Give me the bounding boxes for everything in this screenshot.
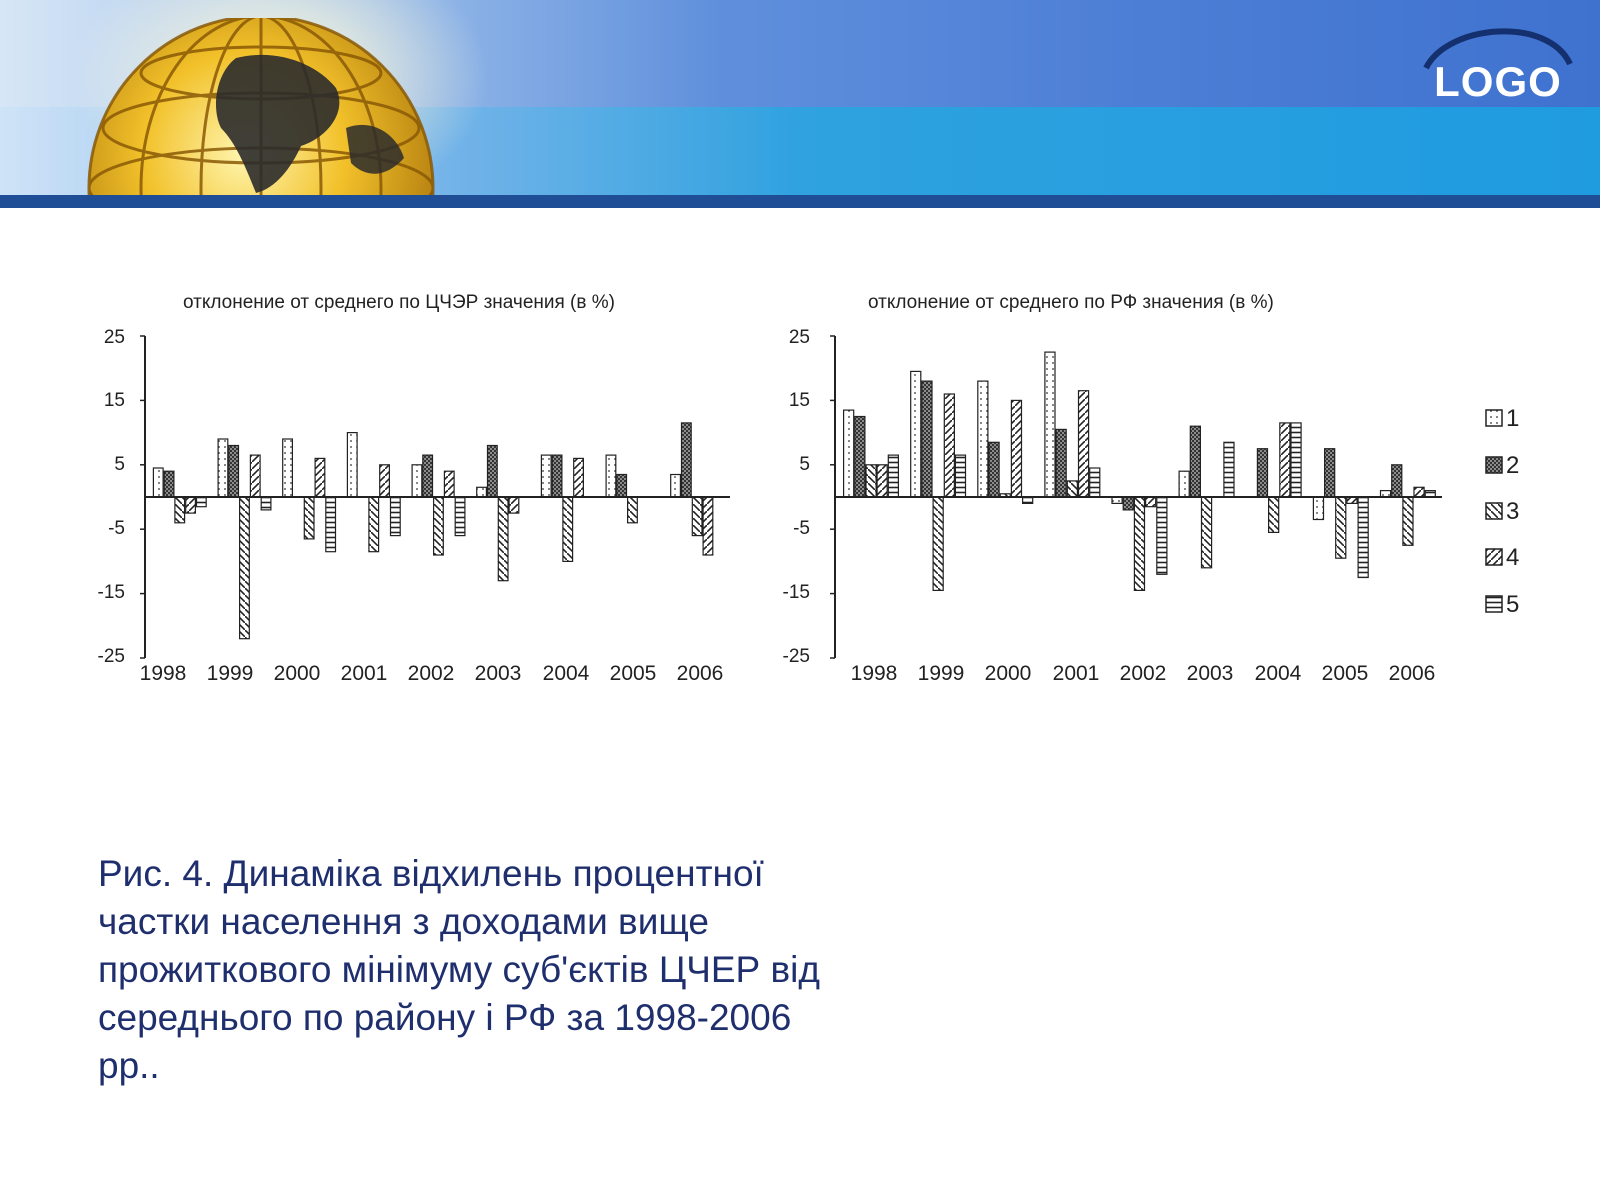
bar-rf-series-3-2001 [1067, 481, 1077, 497]
bar-rf-series-4-1999 [944, 394, 954, 497]
bar-cchr-series-5-1998 [197, 497, 207, 507]
bar-cchr-series-1-2001 [347, 433, 357, 497]
bar-cchr-series-3-2006 [692, 497, 702, 536]
bar-rf-series-3-2004 [1269, 497, 1279, 532]
bar-cchr-series-5-2002 [455, 497, 465, 536]
bar-cchr-series-1-2005 [606, 455, 616, 497]
chart-rf-ytick: -15 [782, 582, 810, 603]
bar-rf-series-5-1999 [955, 455, 965, 497]
bar-cchr-series-5-2001 [391, 497, 401, 536]
bar-rf-series-4-2006 [1414, 487, 1424, 497]
bar-rf-series-2-2005 [1325, 449, 1335, 497]
chart-cchr [98, 292, 730, 685]
bar-cchr-series-4-2000 [315, 458, 325, 497]
bar-cchr-series-2-2006 [682, 423, 692, 497]
chart-cchr-ytick: -5 [108, 518, 125, 539]
bar-rf-series-2-2000 [989, 442, 999, 497]
legend-label-5: 5 [1506, 591, 1520, 618]
chart-cchr-ytick: -15 [97, 582, 125, 603]
chart-rf-xtick: 2000 [984, 662, 1032, 685]
bar-cchr-series-2-2002 [423, 455, 433, 497]
chart-rf-x-labels [851, 662, 1436, 685]
chart-rf-xtick: 2003 [1186, 662, 1234, 685]
legend-swatch-2 [1486, 457, 1502, 473]
chart-cchr-xtick: 2006 [676, 662, 724, 685]
chart-cchr-xtick: 2002 [407, 662, 455, 685]
bar-cchr-series-4-2004 [574, 458, 584, 497]
bar-rf-series-4-1998 [877, 465, 887, 497]
chart-cchr-xtick: 2003 [474, 662, 522, 685]
bar-rf-series-2-1999 [922, 381, 932, 497]
bar-cchr-series-3-2002 [434, 497, 444, 555]
bar-rf-series-1-1999 [911, 371, 921, 497]
bar-rf-series-3-2003 [1202, 497, 1212, 568]
bar-cchr-series-4-2001 [380, 465, 390, 497]
chart-cchr-x-labels [140, 662, 724, 685]
bar-rf-series-1-2001 [1045, 352, 1055, 497]
bar-cchr-series-1-2000 [283, 439, 293, 497]
chart-cchr-xtick: 1998 [139, 662, 187, 685]
bar-cchr-series-1-1999 [218, 439, 228, 497]
chart-cchr-bars [153, 423, 712, 639]
bar-cchr-series-3-2000 [304, 497, 314, 539]
bar-rf-series-2-2004 [1257, 449, 1267, 497]
bar-cchr-series-5-2000 [326, 497, 336, 552]
bar-rf-series-5-1998 [888, 455, 898, 497]
bar-rf-series-4-2002 [1146, 497, 1156, 507]
legend-swatch-5 [1486, 596, 1502, 612]
logo-text: LOGO [1434, 58, 1562, 105]
bar-cchr-series-2-2005 [617, 475, 627, 498]
chart-cchr-xtick: 2000 [273, 662, 321, 685]
chart-cchr-xtick: 2004 [542, 662, 590, 685]
chart-rf-ytick: -25 [782, 646, 810, 667]
bar-rf-series-4-2000 [1011, 400, 1021, 497]
bar-rf-series-3-2002 [1134, 497, 1144, 590]
chart-rf-title: отклонение от среднего по РФ значения (в %) [868, 292, 1274, 313]
chart-cchr-y-ticks [98, 327, 125, 667]
bar-rf-series-5-2001 [1090, 468, 1100, 497]
bar-rf-series-3-1999 [933, 497, 943, 590]
legend-label-4: 4 [1506, 544, 1520, 571]
chart-rf-xtick: 2005 [1321, 662, 1369, 685]
bar-cchr-series-3-2003 [498, 497, 508, 581]
chart-rf-ytick: -5 [793, 518, 810, 539]
legend-swatch-4 [1486, 549, 1502, 565]
bar-rf-series-4-2004 [1280, 423, 1290, 497]
chart-rf-xtick: 2006 [1388, 662, 1436, 685]
figure-caption: Рис. 4. Динаміка відхилень процентної частки населення з доходами вище прожиткового мінімуму суб'єктів ЦЧЕР від середнього по району і РФ за 1998-2006 рр.. [98, 853, 820, 1086]
bar-rf-series-2-2006 [1392, 465, 1402, 497]
bar-rf-series-1-2003 [1179, 471, 1189, 497]
legend-label-1: 1 [1506, 405, 1520, 432]
chart-rf-y-ticks [783, 327, 810, 667]
bar-rf-series-1-2000 [978, 381, 988, 497]
chart-cchr-xtick: 2005 [609, 662, 657, 685]
chart-cchr-ytick: 25 [103, 327, 125, 348]
chart-cchr-title: отклонение от среднего по ЦЧЭР значения (в %) [183, 292, 615, 313]
legend-swatch-3 [1486, 503, 1502, 519]
chart-rf-xtick: 2002 [1119, 662, 1167, 685]
chart-rf-ytick: 25 [788, 327, 810, 348]
chart-rf-xtick: 2001 [1052, 662, 1100, 685]
bar-rf-series-4-2001 [1079, 391, 1089, 497]
chart-cchr-ytick: 5 [114, 454, 125, 475]
chart-rf-ytick: 15 [788, 390, 810, 411]
chart-cchr-axes [140, 336, 730, 658]
bar-rf-series-5-2003 [1224, 442, 1234, 497]
bar-rf-series-3-2006 [1403, 497, 1413, 545]
bar-cchr-series-2-1998 [164, 471, 174, 497]
chart-cchr-xtick: 1999 [206, 662, 254, 685]
bar-rf-series-5-2005 [1358, 497, 1368, 578]
bar-cchr-series-4-2006 [703, 497, 713, 555]
chart-rf-xtick: 1998 [850, 662, 898, 685]
bar-cchr-series-4-2002 [444, 471, 454, 497]
bar-rf-series-5-2004 [1291, 423, 1301, 497]
bar-rf-series-2-2002 [1123, 497, 1133, 510]
chart-rf-xtick: 1999 [917, 662, 965, 685]
bar-cchr-series-4-1998 [186, 497, 196, 513]
chart-cchr-ytick: -25 [97, 646, 125, 667]
bar-rf-series-5-2002 [1157, 497, 1167, 574]
bar-cchr-series-2-2004 [552, 455, 562, 497]
chart-cchr-ytick: 15 [103, 390, 125, 411]
bar-rf-series-3-2005 [1336, 497, 1346, 558]
chart-rf [783, 292, 1520, 685]
chart-cchr-xtick: 2001 [340, 662, 388, 685]
chart-rf-bars [844, 352, 1436, 590]
bar-rf-series-2-2003 [1190, 426, 1200, 497]
chart-rf-ytick: 5 [799, 454, 810, 475]
legend-swatch-1 [1486, 410, 1502, 426]
bar-rf-series-1-2005 [1313, 497, 1323, 520]
bar-cchr-series-2-2003 [488, 446, 498, 498]
bar-cchr-series-1-2003 [477, 487, 487, 497]
chart-rf-legend [1486, 405, 1519, 618]
bar-cchr-series-4-2003 [509, 497, 519, 513]
bar-cchr-series-1-2006 [671, 475, 681, 498]
bar-cchr-series-1-1998 [153, 468, 163, 497]
bar-cchr-series-1-2004 [541, 455, 551, 497]
bar-rf-series-2-2001 [1056, 429, 1066, 497]
bar-rf-series-1-1998 [844, 410, 854, 497]
bar-cchr-series-4-1999 [250, 455, 260, 497]
bar-rf-series-3-1998 [866, 465, 876, 497]
bar-cchr-series-3-2001 [369, 497, 379, 552]
bar-cchr-series-3-2005 [628, 497, 638, 523]
bar-cchr-series-2-1999 [229, 446, 239, 498]
bar-cchr-series-3-1998 [175, 497, 185, 523]
bar-cchr-series-3-1999 [240, 497, 250, 639]
bar-cchr-series-1-2002 [412, 465, 422, 497]
bar-cchr-series-3-2004 [563, 497, 573, 561]
legend-label-3: 3 [1506, 498, 1520, 525]
bar-rf-series-2-1998 [855, 417, 865, 498]
legend-label-2: 2 [1506, 452, 1520, 479]
chart-rf-xtick: 2004 [1254, 662, 1302, 685]
bar-cchr-series-5-1999 [261, 497, 271, 510]
